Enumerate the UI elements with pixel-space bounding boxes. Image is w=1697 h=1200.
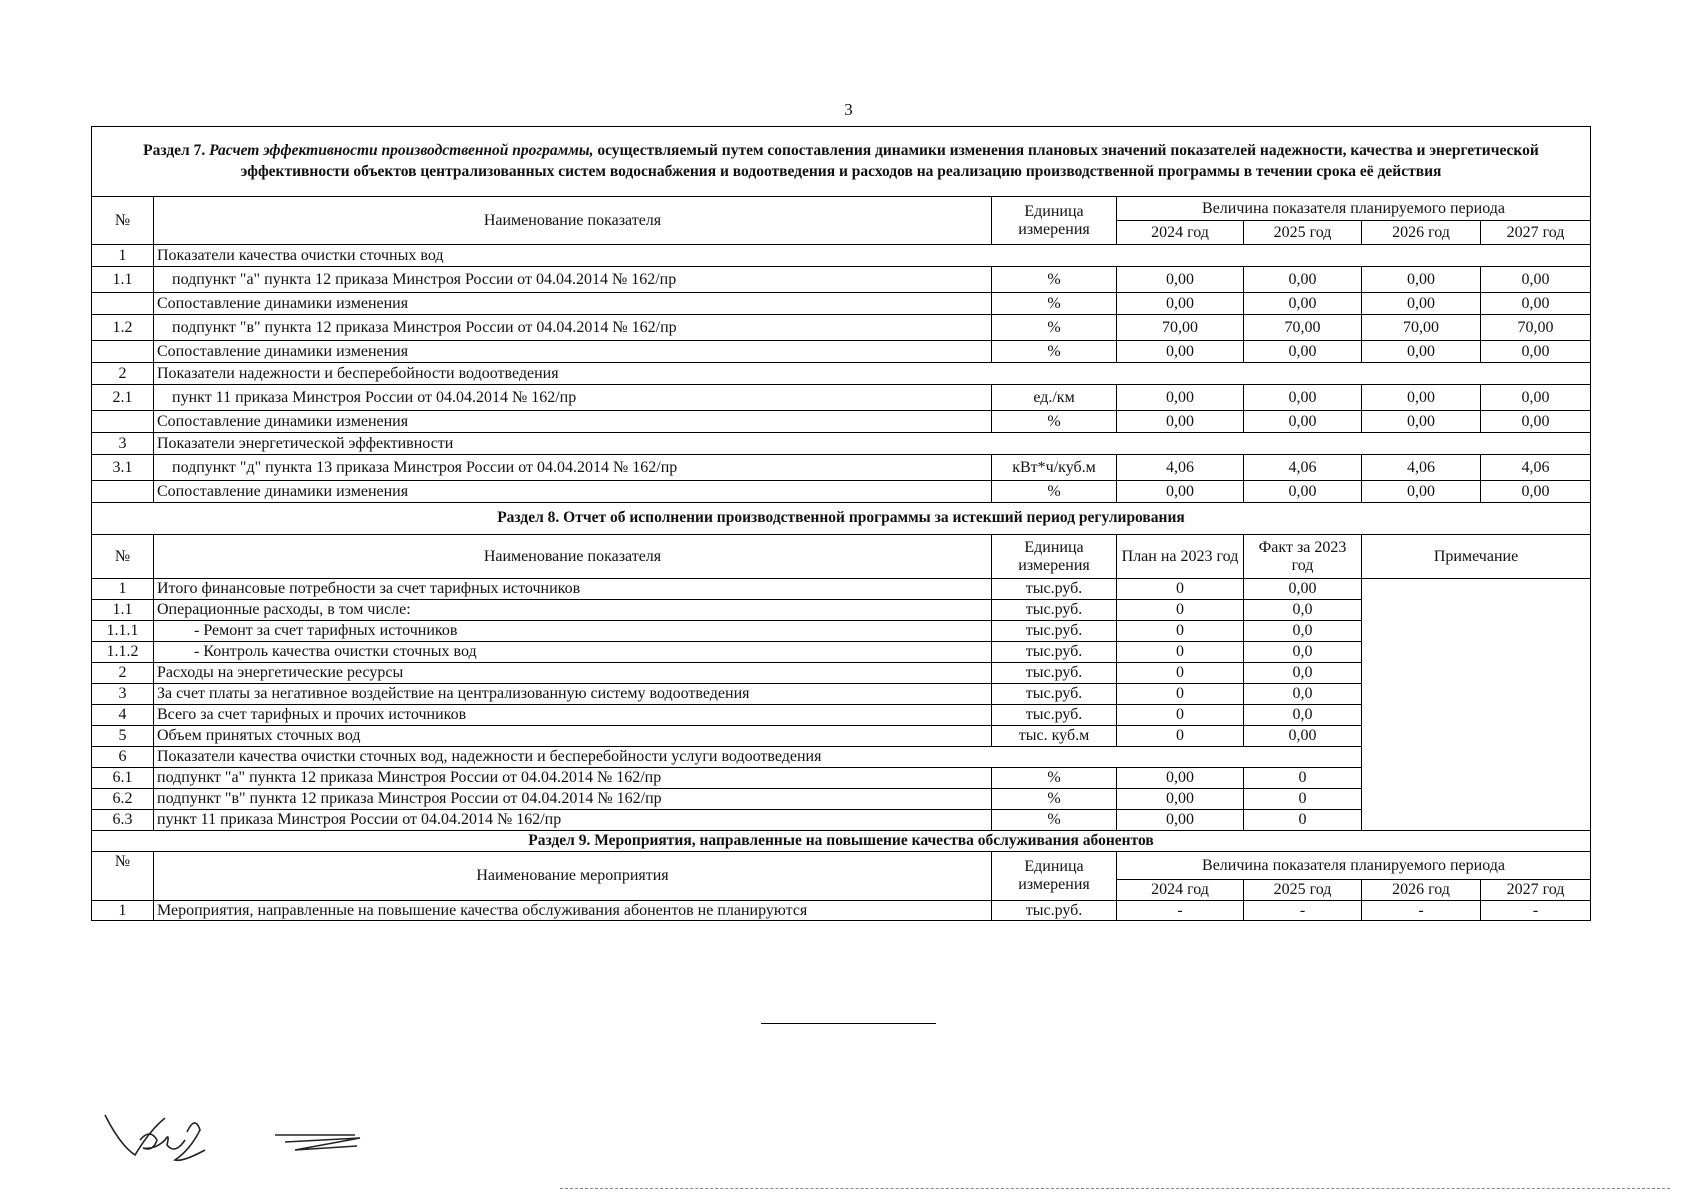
row-value: 0,00 [1117,267,1244,293]
row-value: - [1362,900,1481,921]
row-name: Операционные расходы, в том числе: [154,600,992,621]
row-name: Сопоставление динамики изменения [154,293,992,315]
row-unit: тыс.руб. [992,663,1117,684]
row-value: 0,00 [1362,411,1481,433]
header-period: Величина показателя планируемого периода [1117,852,1591,880]
header-name: Наименование показателя [154,197,992,245]
row-unit: кВт*ч/куб.м [992,455,1117,481]
section9-header-row-1 [92,852,1591,880]
section8-title-prefix: Раздел 8. [497,509,560,527]
header-year: 2026 год [1362,880,1481,901]
row-plan: 0,00 [1117,768,1244,789]
header-unit: Единица измерения [992,852,1117,901]
row-value: 0,00 [1481,341,1591,363]
row-name: Сопоставление динамики изменения [154,341,992,363]
table-row [92,341,1591,363]
row-fact: 0,0 [1244,705,1362,726]
row-value: 0,00 [1481,481,1591,503]
section8-title-row [92,503,1591,535]
row-value: - [1481,900,1591,921]
row-num: 1 [92,900,154,921]
row-value: 0,00 [1244,293,1362,315]
row-name: Мероприятия, направленные на повышение качества обслуживания абонентов не планируются [154,900,992,921]
row-value: 0,00 [1481,385,1591,411]
row-fact: 0,0 [1244,600,1362,621]
row-num: 1.1.2 [92,642,154,663]
row-plan: 0,00 [1117,789,1244,810]
row-value: - [1117,900,1244,921]
row-fact: 0,0 [1244,642,1362,663]
section8-title-rest: Отчет об исполнении производственной программы за истекший период регулирования [563,509,1185,527]
table-row [92,315,1591,341]
section9-title: Раздел 9. Мероприятия, направленные на повышение качества обслуживания абонентов [92,831,1591,852]
header-num: № [92,197,154,245]
row-plan: 0 [1117,621,1244,642]
row-value: 0,00 [1362,267,1481,293]
row-unit: % [992,789,1117,810]
header-name: Наименование мероприятия [154,852,992,901]
row-group-name: Показатели качества очистки сточных вод, надежности и бесперебойности услуги водоотведения [154,747,1362,768]
header-period: Величина показателя планируемого периода [1117,197,1591,221]
row-num: 6 [92,747,154,768]
row-num: 1 [92,579,154,600]
row-unit: тыс.руб. [992,621,1117,642]
row-value: 0,00 [1117,385,1244,411]
header-year: 2024 год [1117,221,1244,245]
row-unit: % [992,315,1117,341]
row-num: 3 [92,684,154,705]
table-row [92,481,1591,503]
section7-header-row-1 [92,197,1591,221]
header-unit: Единица измерения [992,197,1117,245]
table-row [92,293,1591,315]
row-num: 3.1 [92,455,154,481]
row-group-name: Показатели качества очистки сточных вод [154,245,1591,267]
row-unit: % [992,411,1117,433]
row-plan: 0,00 [1117,810,1244,831]
row-num: 2 [92,363,154,385]
row-num [92,341,154,363]
row-name: пункт 11 приказа Минстроя России от 04.04.2014 № 162/пр [154,810,992,831]
table-row [92,411,1591,433]
row-num: 1.1 [92,267,154,293]
row-name: подпункт "а" пункта 12 приказа Минстроя России от 04.04.2014 № 162/пр [154,768,992,789]
row-value: 0,00 [1244,481,1362,503]
row-num: 1 [92,245,154,267]
row-name: Сопоставление динамики изменения [154,481,992,503]
row-name: Сопоставление динамики изменения [154,411,992,433]
row-name: подпункт "в" пункта 12 приказа Минстроя России от 04.04.2014 № 162/пр [154,789,992,810]
section7-title-prefix: Раздел 7. [143,142,206,160]
header-plan: План на 2023 год [1117,535,1244,579]
report-table [91,126,1591,921]
header-fact: Факт за 2023 год [1244,535,1362,579]
row-unit: тыс. куб.м [992,726,1117,747]
footer-line [560,1188,1670,1189]
row-name: Итого финансовые потребности за счет тарифных источников [154,579,992,600]
row-value: - [1244,900,1362,921]
row-fact: 0 [1244,789,1362,810]
section7-title-row [92,127,1591,197]
row-unit: тыс.руб. [992,579,1117,600]
row-plan: 0 [1117,600,1244,621]
row-plan: 0 [1117,579,1244,600]
row-value: 0,00 [1117,293,1244,315]
row-num: 2.1 [92,385,154,411]
header-num: № [92,852,154,901]
row-num: 1.1.1 [92,621,154,642]
row-value: 0,00 [1481,411,1591,433]
page-number: 3 [844,100,853,119]
section7-title [92,127,1591,197]
row-fact: 0,0 [1244,684,1362,705]
signature-image [95,1110,375,1170]
row-name: подпункт "а" пункта 12 приказа Минстроя России от 04.04.2014 № 162/пр [154,267,992,293]
row-name: подпункт "в" пункта 12 приказа Минстроя России от 04.04.2014 № 162/пр [154,315,992,341]
row-unit: % [992,341,1117,363]
row-unit: тыс.руб. [992,684,1117,705]
row-value: 0,00 [1362,385,1481,411]
header-unit: Единица измерения [992,535,1117,579]
section8-header-row [92,535,1591,579]
row-name: За счет платы за негативное воздействие на централизованную систему водоотведения [154,684,992,705]
row-name: - Контроль качества очистки сточных вод [154,642,992,663]
header-note: Примечание [1362,535,1591,579]
section7-title-italic: Расчет эффективности производственной программы, [209,142,594,160]
row-num: 6.1 [92,768,154,789]
row-num [92,481,154,503]
row-unit: тыс.руб. [992,900,1117,921]
header-num: № [92,535,154,579]
row-num: 4 [92,705,154,726]
row-name: подпункт "д" пункта 13 приказа Минстроя России от 04.04.2014 № 162/пр [154,455,992,481]
row-plan: 0 [1117,642,1244,663]
row-unit: ед./км [992,385,1117,411]
row-fact: 0,0 [1244,621,1362,642]
table-row [92,455,1591,481]
table-row [92,385,1591,411]
row-value: 0,00 [1117,481,1244,503]
row-value: 70,00 [1362,315,1481,341]
row-num: 3 [92,433,154,455]
row-plan: 0 [1117,705,1244,726]
table-row [92,579,1591,600]
row-num: 2 [92,663,154,684]
header-year: 2025 год [1244,221,1362,245]
row-unit: тыс.руб. [992,600,1117,621]
row-unit: % [992,267,1117,293]
row-value: 70,00 [1117,315,1244,341]
header-name: Наименование показателя [154,535,992,579]
row-num: 5 [92,726,154,747]
row-value: 4,06 [1244,455,1362,481]
row-value: 0,00 [1244,385,1362,411]
row-plan: 0 [1117,726,1244,747]
row-value: 0,00 [1362,341,1481,363]
header-year: 2027 год [1481,880,1591,901]
row-name: Всего за счет тарифных и прочих источников [154,705,992,726]
section9-title-row [92,831,1591,852]
header-year: 2027 год [1481,221,1591,245]
table-row [92,900,1591,921]
row-unit: тыс.руб. [992,642,1117,663]
row-value: 0,00 [1481,293,1591,315]
row-plan: 0 [1117,684,1244,705]
row-value: 0,00 [1244,267,1362,293]
row-unit: % [992,481,1117,503]
row-num: 6.2 [92,789,154,810]
table-row [92,267,1591,293]
row-name: - Ремонт за счет тарифных источников [154,621,992,642]
header-year: 2024 год [1117,880,1244,901]
row-fact: 0,00 [1244,579,1362,600]
note-cell [1362,579,1591,831]
separator-line [761,1023,936,1024]
row-value: 0,00 [1117,341,1244,363]
row-num: 1.2 [92,315,154,341]
row-unit: % [992,768,1117,789]
row-num: 6.3 [92,810,154,831]
row-value: 0,00 [1117,411,1244,433]
row-value: 4,06 [1362,455,1481,481]
row-name: пункт 11 приказа Минстроя России от 04.04.2014 № 162/пр [154,385,992,411]
table-row [92,363,1591,385]
row-num: 1.1 [92,600,154,621]
row-fact: 0,00 [1244,726,1362,747]
row-value: 70,00 [1244,315,1362,341]
row-group-name: Показатели надежности и бесперебойности водоотведения [154,363,1591,385]
row-value: 4,06 [1117,455,1244,481]
row-value: 0,00 [1481,267,1591,293]
row-unit: тыс.руб. [992,705,1117,726]
row-value: 0,00 [1244,411,1362,433]
row-fact: 0 [1244,810,1362,831]
header-year: 2025 год [1244,880,1362,901]
section7-title-rest: осуществляемый путем сопоставления динамики изменения плановых значений показателей надежности, качества и энергетической эффективности объектов централизованных систем водоснабжения и водоотведения и расходов на реализацию производственной программы в течении срока её действия [240,142,1539,180]
row-plan: 0 [1117,663,1244,684]
row-num [92,411,154,433]
row-value: 4,06 [1481,455,1591,481]
header-year: 2026 год [1362,221,1481,245]
row-name: Объем принятых сточных вод [154,726,992,747]
row-fact: 0,0 [1244,663,1362,684]
row-value: 0,00 [1244,341,1362,363]
row-value: 70,00 [1481,315,1591,341]
row-num [92,293,154,315]
row-value: 0,00 [1362,481,1481,503]
row-fact: 0 [1244,768,1362,789]
row-name: Расходы на энергетические ресурсы [154,663,992,684]
section8-title [92,503,1591,535]
row-unit: % [992,293,1117,315]
row-value: 0,00 [1362,293,1481,315]
row-unit: % [992,810,1117,831]
row-group-name: Показатели энергетической эффективности [154,433,1591,455]
table-row [92,245,1591,267]
table-row [92,433,1591,455]
